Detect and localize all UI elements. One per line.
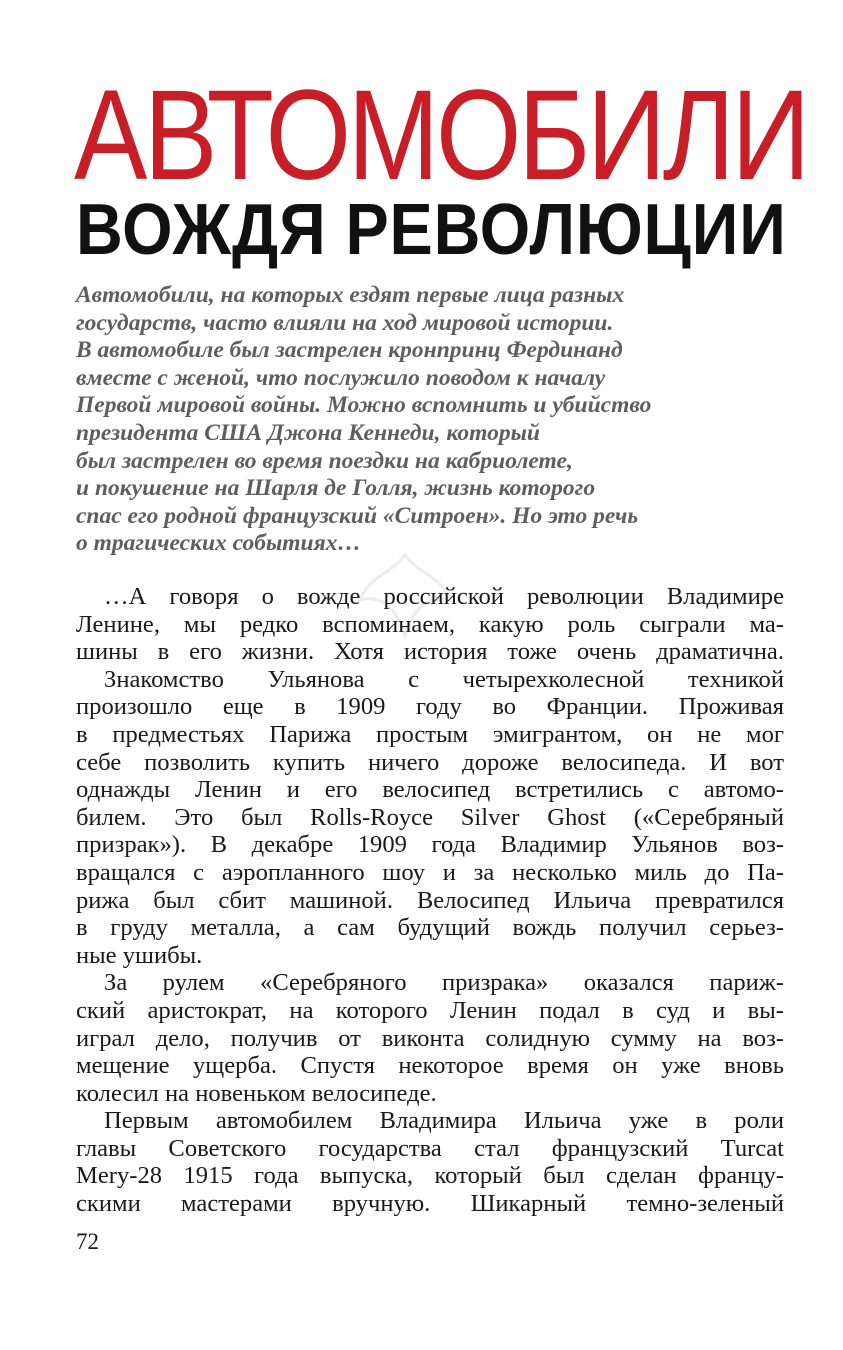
body-line: колесил на новеньком велосипеде. (76, 1079, 437, 1107)
body-line: мещение ущерба. Спустя некоторое время он уже вновь (76, 1052, 784, 1080)
lead-line: вместе с женой, что послужило поводом к началу (76, 364, 606, 391)
body-line: …А говоря о вожде российской революции Владимире (104, 583, 784, 610)
body-line: Mery-28 1915 года выпуска, который был сделан францу- (76, 1162, 784, 1190)
body-line: в предместьях Парижа простым эмигрантом, он не мог (76, 720, 784, 748)
lead-line: Автомобили, на которых ездят первые лица разных (76, 282, 625, 308)
page-number: 72 (76, 1229, 99, 1254)
body-line: однажды Ленин и его велосипед встретились с автомо- (76, 776, 784, 804)
body-line: призрак»). В декабре 1909 года Владимир Ульянов воз- (76, 831, 784, 859)
body-line: рижа был сбит машиной. Велосипед Ильича превратился (76, 886, 784, 914)
lead-line: В автомобиле был застрелен кронпринц Фердинанд (76, 337, 623, 364)
title-subtitle: ВОЖДЯ РЕВОЛЮЦИИ (76, 190, 787, 270)
body-line: главы Советского государства стал французский Turcat (76, 1134, 784, 1162)
lead-line: и покушение на Шарля де Голля, жизнь которого (76, 475, 596, 502)
lead-line: был застрелен во время поездки на кабриолете, (76, 447, 573, 474)
body-line: скими мастерами вручную. Шикарный темно-зеленый (76, 1190, 784, 1218)
body-text (76, 583, 784, 1218)
body-line: За рулем «Серебряного призрака» оказался париж- (104, 969, 784, 997)
lead-line: спас его родной французский «Ситроен». Но это речь (76, 502, 639, 529)
lead-paragraph (76, 282, 786, 558)
body-line: вращался с аэропланного шоу и за несколько миль до Па- (76, 858, 784, 886)
body-line: произошло еще в 1909 году во Франции. Проживая (76, 693, 784, 721)
lead-line: президента США Джона Кеннеди, который (76, 419, 540, 446)
body-line: шины в его жизни. Хотя история тоже очень драматична. (76, 638, 784, 666)
body-line: ский аристократ, на которого Ленин подал в суд и вы- (76, 996, 784, 1024)
body-line: в груду металла, а сам будущий вождь получил серьез- (76, 914, 784, 942)
lead-line: государств, часто влияли на ход мировой истории. (76, 309, 614, 336)
body-line: билем. Это был Rolls-Royce Silver Ghost («Серебряный (76, 803, 784, 831)
title-main: АВТОМОБИЛИ (74, 64, 808, 207)
body-line: Ленине, мы редко вспоминаем, какую роль сыграли ма- (76, 610, 784, 638)
lead-line: о трагических событиях… (76, 530, 361, 557)
body-line: ные ушибы. (76, 941, 203, 969)
body-line: Первым автомобилем Владимира Ильича уже в роли (104, 1107, 784, 1135)
body-line: Знакомство Ульянова с четырехколесной техникой (104, 665, 784, 693)
lead-line: Первой мировой войны. Можно вспомнить и убийство (76, 392, 652, 419)
body-line: играл дело, получив от виконта солидную сумму на воз- (76, 1024, 784, 1052)
body-line: себе позволить купить ничего дороже велосипеда. И вот (76, 748, 784, 776)
